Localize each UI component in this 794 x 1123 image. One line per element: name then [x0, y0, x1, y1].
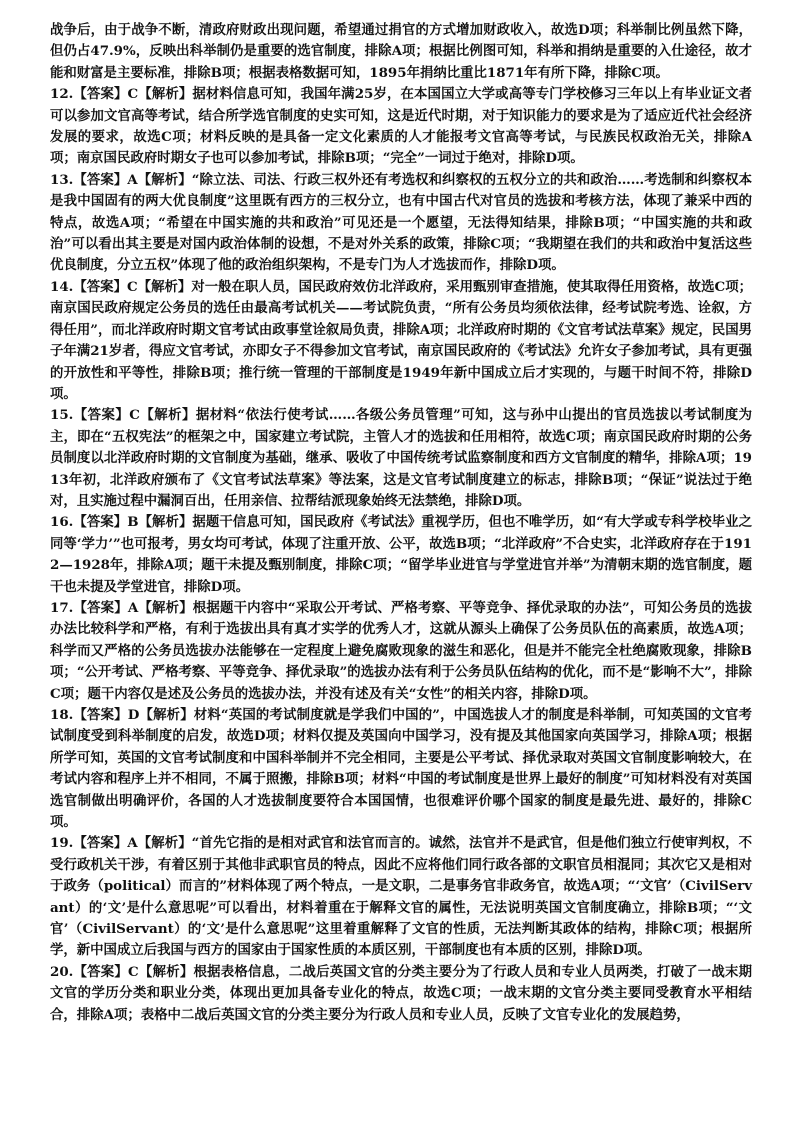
explanation-paragraph-q15: 15.【答案】C【解析】据材料“依法行使考试……各级公务员管理”可知，这与孙中山提出的官员选拔以考试制度为主，即在“五权宪法”的框架之中，国家建立考试院，主管人才的选拔和任用相符，故选C项；南京国民政府时期的公务员制度以北洋政府时期的文官制度为基础，继承、吸收了中国传统考试监察制度和西方文官制度的精华，排除A项；1913年初，北洋政府颁布了《文官考试法草案》等法案，这是文官考试制度建立的标志，排除B项；“保证”说法过于绝对，且实施过程中漏洞百出，任用亲信、拉帮结派现象始终无法禁绝，排除D项。 — [50, 407, 752, 509]
explanation-paragraph-q16: 16.【答案】B【解析】据题干信息可知，国民政府《考试法》重视学历，但也不唯学历，如“有大学或专科学校毕业之同等‘学力’”也可报考，男女均可考试，体现了注重开放、公平，故选B项；“北洋政府”不合史实，北洋政府存在于1912—1928年，排除A项；题干未提及甄别制度，排除C项；“留学毕业进官与学堂进官并举”为清朝末期的选官制度，题干也未提及学堂进官，排除D项。 — [50, 514, 752, 595]
explanation-paragraph-q17: 17.【答案】A【解析】根据题干内容中“采取公开考试、严格考察、平等竞争、择优录取的办法”，可知公务员的选拔办法比较科学和严格，有利于选拔出具有真才实学的优秀人才，这就从源头上确保了公务员队伍的高素质，故选A项；科学而又严格的公务员选拔办法能够在一定程度上避免腐败现象的滋生和恶化，但是并不能完全杜绝腐败现象，排除B项；“公开考试、严格考察、平等竞争、择优录取”的选拔办法有利于公务员队伍结构的优化，而不是“影响不大”，排除C项；题干内容仅是述及公务员的选拔办法，并没有述及有关“女性”的相关内容，排除D项。 — [50, 599, 752, 702]
explanation-paragraph-continued: 战争后，由于战争不断，清政府财政出现问题，希望通过捐官的方式增加财政收入，故选D项；科举制比例虽然下降，但仍占47.9%，反映出科举制仍是重要的选官制度，排除A项；根据比例图可知，科举和捐纳是重要的入仕途径，故才能和财富是主要标准，排除B项；根据表格数据可知，1895年捐纳比重比1871年有所下降，排除C项。 — [50, 22, 752, 81]
explanation-paragraph-q19: 19.【答案】A【解析】“首先它指的是相对武官和法官而言的。诚然，法官并不是武官，但是他们独立行使审判权，不受行政机关干涉，有着区别于其他非武职官员的特点，因此不应将他们同行政各部的文职官员相混同；其次它又是相对于政务（political）而言的”材料体现了两个特点，一是文职，二是事务官非政务官，故选A项；“‘文官’（CivilServant）的‘文’是什么意思呢”可以看出，材料着重在于解释文官的属性，无法说明英国文官制度确立，排除B项；“‘文官’（CivilServant）的‘文’是什么意思呢”这里着重解释了文官的性质，无法判断其政体的结构，排除C项；根据所学，新中国成立后我国与西方的国家由于国家性质的本质区别，干部制度也有本质的区别，排除D项。 — [50, 835, 752, 959]
explanation-paragraph-q20: 20.【答案】C【解析】根据表格信息，二战后英国文官的分类主要分为了行政人员和专业人员两类，打破了一战末期文官的学历分类和职业分类，体现出更加具备专业化的特点，故选C项；一战末期的文官分类主要同受教育水平相结合，排除A项；表格中二战后英国文官的分类主要分为行政人员和专业人员，反映了文官专业化的发展趋势， — [50, 963, 752, 1023]
explanation-paragraph-q14: 14.【答案】C【解析】对一般在职人员，国民政府效仿北洋政府，采用甄别审查措施，使其取得任用资格，故选C项；南京国民政府规定公务员的选任由最高考试机关——考试院负责，“所有公务员均须依法律，经考试院考选、诠叙，方得任用”，而北洋政府时期文官考试由政事堂诠叙局负责，排除A项；北洋政府时期的《文官考试法草案》规定，民国男子年满21岁者，得应文官考试，亦即女子不得参加文官考试，南京国民政府的《考试法》允许女子参加考试，具有更强的开放性和平等性，排除B项；推行统一管理的干部制度是1949年新中国成立后才实现的，与题干时间不符，排除D项。 — [50, 278, 752, 402]
explanation-paragraph-q12: 12.【答案】C【解析】据材料信息可知，我国年满25岁，在本国国立大学或高等专门学校修习三年以上有毕业证文者可以参加文官高等考试，结合所学选官制度的史实可知，这是近代时期，对于知识能力的要求是为了适应近代社会经济发展的要求，故选C项；材料反映的是具备一定文化素质的人才能报考文官高等考试，与民族民权政治无关，排除A项；南京国民政府时期女子也可以参加考试，排除B项；“完全”一词过于绝对，排除D项。 — [50, 86, 752, 167]
explanation-paragraph-q13: 13.【答案】A【解析】“除立法、司法、行政三权外还有考选权和纠察权的五权分立的共和政治……考选制和纠察权本是我中国固有的两大优良制度”这里既有西方的三权分立，也有中国古代对官员的选拔和考核方法，体现了兼采中西的特点，故选A项；“希望在中国实施的共和政治”可见还是一个愿望，无法得知结果，排除B项；“中国实施的共和政治”可以看出其主要是对国内政治体制的设想，不是对外关系的政策，排除C项；“我期望在我们的共和政治中复活这些优良制度，分立五权”体现了他的政治组织架构，不是专门为人才选拔而作，排除D项。 — [50, 171, 752, 274]
explanation-paragraph-q18: 18.【答案】D【解析】材料“英国的考试制度就是学我们中国的”，中国选拔人才的制度是科举制，可知英国的文官考试制度受到科举制度的启发，故选D项；材料仅提及英国向中国学习，没有提及其他国家向英国学习，排除A项；根据所学可知，英国的文官考试制度和中国科举制并不完全相同，主要是公平考试、择优录取对英国文官制度影响较大，在考试内容和程序上并不相同，不属于照搬，排除B项；材料“中国的考试制度是世界上最好的制度”可知材料没有对英国选官制做出明确评价，各国的人才选拔制度要符合本国国情，也很难评价哪个国家的制度是最先进、最好的，排除C项。 — [50, 707, 752, 831]
